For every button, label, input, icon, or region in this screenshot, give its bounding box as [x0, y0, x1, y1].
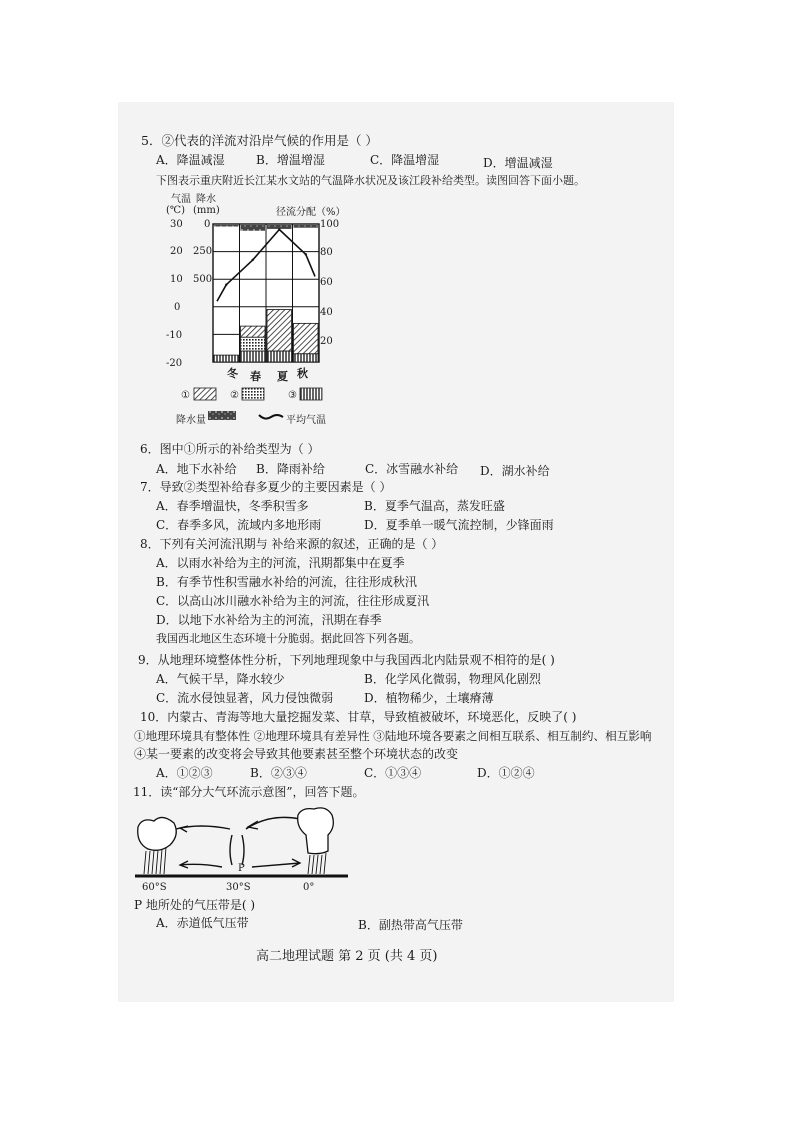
runoff-bar-③: [214, 355, 239, 362]
q10-option-a[interactable]: A．①②③: [156, 766, 213, 780]
q10-option-b[interactable]: B．②③④: [250, 766, 307, 780]
q11-sub-stem: P 地所处的气压带是( ): [134, 898, 256, 912]
runoff-bar-②: [241, 337, 266, 351]
q7-option-c[interactable]: C．春季多风，流域内多地形雨: [156, 518, 322, 532]
q7-option-b[interactable]: B．夏季气温高，蒸发旺盛: [364, 499, 505, 513]
runoff-bar-③: [294, 354, 319, 362]
temp-tick: 10: [170, 274, 183, 285]
legend-temp-label: 平均气温: [286, 415, 326, 426]
season-label: 春: [250, 370, 261, 383]
q6-option-c[interactable]: C．冰雪融水补给: [365, 462, 459, 476]
precip-tick: 500: [193, 274, 213, 285]
season-label: 夏: [277, 370, 288, 383]
temp-label: 气温: [171, 194, 191, 205]
runoff-label: 径流分配（%）: [276, 207, 346, 218]
runoff-bar-③: [267, 351, 292, 362]
legend-1-label: ①: [181, 390, 190, 401]
q11-option-a[interactable]: A．赤道低气压带: [156, 916, 249, 930]
q8-option-b[interactable]: B．有季节性积雪融水补给的河流，往往形成秋汛: [156, 575, 417, 589]
legend-2-label: ②: [230, 390, 239, 401]
runoff-bar-①: [267, 310, 292, 351]
nw-intro: 我国西北地区生态环境十分脆弱。据此回答下列各题。: [156, 632, 420, 645]
q11-stem: 11．读“部分大气环流示意图”，回答下题。: [133, 785, 365, 799]
precip-tick: 250: [193, 246, 213, 257]
runoff-bar-③: [241, 351, 266, 362]
temp-tick: 0: [174, 302, 181, 313]
q8-option-a[interactable]: A．以雨水补给为主的河流，汛期都集中在夏季: [156, 556, 405, 570]
q6-option-a[interactable]: A．地下水补给: [156, 462, 237, 476]
precipitation-bar: [294, 225, 319, 228]
precip-label: 降水: [196, 194, 216, 205]
temperature-point: [305, 253, 307, 255]
legend-2-swatch: [242, 388, 264, 400]
q5-option-b[interactable]: B．增温增湿: [256, 153, 325, 167]
legend-precip-label: 降水量: [176, 415, 206, 426]
legend-3-swatch: [300, 388, 322, 400]
page-footer: 高二地理试题 第 2 页 (共 4 页): [256, 949, 438, 964]
legend-precip-swatch: [208, 410, 236, 422]
runoff-bar-①: [294, 323, 319, 353]
runoff-tick: 100: [320, 219, 340, 230]
q11-option-b[interactable]: B．副热带高气压带: [358, 918, 463, 932]
q9-option-b[interactable]: B．化学风化微弱，物理风化剧烈: [364, 672, 541, 686]
q9-option-d[interactable]: D．植物稀少，土壤瘠薄: [364, 691, 494, 705]
temp-tick: -20: [166, 358, 183, 369]
season-label: 冬: [227, 367, 238, 380]
temp-unit: (℃): [166, 205, 185, 216]
precipitation-bar: [214, 225, 239, 227]
q8-option-c[interactable]: C．以高山冰川融水补给为主的河流，往往形成夏汛: [156, 594, 430, 608]
q10-option-d[interactable]: D．①②④: [477, 766, 535, 780]
q5-option-a[interactable]: A．降温减湿: [156, 153, 225, 167]
runoff-tick: 20: [320, 336, 333, 347]
runoff-tick: 60: [320, 277, 333, 288]
precip-unit: (mm): [193, 205, 220, 216]
q9-option-a[interactable]: A．气候干旱，降水较少: [156, 672, 285, 686]
chart-intro: 下图表示重庆附近长江某水文站的气温降水状况及该江段补给类型。读图回答下面小题。: [156, 174, 585, 187]
q7-stem: 7．导致②类型补给春多夏少的主要因素是（ ）: [140, 480, 392, 494]
season-label: 秋: [297, 367, 308, 380]
temperature-point: [225, 284, 227, 286]
precip-tick: 0: [204, 219, 211, 230]
runoff-bar-①: [241, 326, 266, 337]
q9-stem: 9．从地理环境整体性分析，下列地理现象中与我国西北内陆景观不相符的是( ): [138, 653, 555, 667]
q6-option-b[interactable]: B．降雨补给: [256, 462, 325, 476]
legend-1-swatch: [194, 388, 216, 400]
temp-tick: 30: [170, 219, 183, 230]
runoff-tick: 40: [320, 307, 333, 318]
q5-stem: 5．②代表的洋流对沿岸气候的作用是（ ）: [141, 133, 378, 148]
lat-0: 0°: [303, 882, 315, 893]
q7-option-a[interactable]: A．春季增温快，冬季积雪多: [156, 499, 309, 513]
q5-option-d[interactable]: D．增温减湿: [483, 156, 553, 170]
temp-tick: -10: [166, 330, 183, 341]
q10-stem: 10．内蒙古、青海等地大量挖掘发菜、甘草，导致植被破坏，环境恶化，反映了( ): [140, 710, 577, 724]
q5-option-c[interactable]: C．降温增湿: [370, 153, 440, 167]
temp-tick: 20: [170, 246, 183, 257]
q10-option-c[interactable]: C．①③④: [364, 766, 422, 780]
q10-statements-1: ①地理环境具有整体性 ②地理环境具有差异性 ③陆地环境各要素之间相互联系、相互制约、相互影响: [134, 729, 652, 743]
q10-statements-2: ④某一要素的改变将会导致其他要素甚至整个环境状态的改变: [134, 747, 459, 761]
lat-60s: 60°S: [142, 882, 167, 893]
temperature-point: [252, 259, 254, 261]
q7-option-d[interactable]: D．夏季单一暖气流控制，少锋面雨: [364, 518, 554, 532]
legend-3-label: ③: [288, 390, 297, 401]
q6-stem: 6．图中①所示的补给类型为（ ）: [140, 442, 320, 456]
legend-temp-line: [258, 412, 284, 422]
q6-option-d[interactable]: D．湖水补给: [480, 464, 550, 478]
runoff-tick: 80: [320, 247, 333, 258]
point-p-label: P: [238, 863, 245, 874]
q8-option-d[interactable]: D．以地下水补给为主的河流，汛期在春季: [156, 613, 382, 627]
q9-option-c[interactable]: C．流水侵蚀显著，风力侵蚀微弱: [156, 691, 334, 705]
precipitation-bar: [241, 225, 266, 231]
lat-30s: 30°S: [226, 882, 251, 893]
hydrology-chart: [0, 0, 794, 430]
q8-stem: 8．下列有关河流汛期与 补给来源的叙述，正确的是（ ）: [140, 537, 444, 551]
temperature-point: [278, 228, 280, 230]
